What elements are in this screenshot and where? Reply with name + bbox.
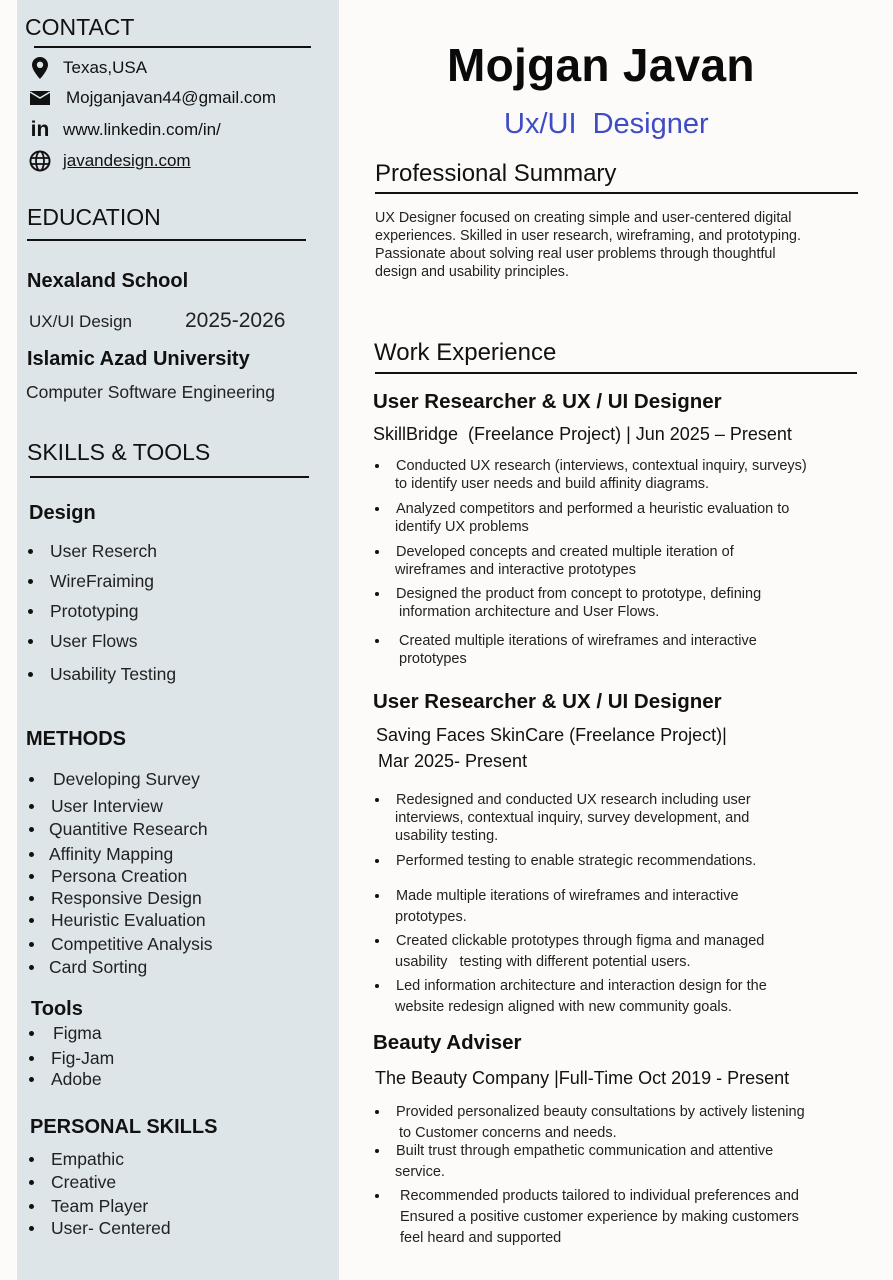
personal-skill: Empathic <box>29 1149 124 1170</box>
job-dates: Mar 2025- Present <box>378 751 528 771</box>
tool-item: Figma <box>29 1023 102 1044</box>
personal-skills-heading: PERSONAL SKILLS <box>30 1116 218 1138</box>
location-text: Texas,USA <box>63 58 148 77</box>
email-link[interactable]: Mojganjavan44@gmail.com <box>66 88 277 107</box>
candidate-role: Ux/UI Designer <box>504 108 709 140</box>
design-skill: User Reserch <box>28 541 157 562</box>
education-divider <box>27 239 306 241</box>
contact-heading: CONTACT <box>25 14 135 40</box>
method-item: Responsive Design <box>29 888 202 909</box>
school-2: Islamic Azad University <box>27 348 250 370</box>
skills-divider <box>30 476 309 478</box>
tool-item: Adobe <box>29 1069 102 1090</box>
contact-email[interactable] <box>29 87 276 109</box>
tool-item: Fig-Jam <box>29 1048 114 1069</box>
design-skill: Usability Testing <box>28 664 176 685</box>
tools-heading: Tools <box>31 998 83 1020</box>
work-heading: Work Experience <box>374 339 557 366</box>
school-1: Nexaland School <box>27 270 189 292</box>
mail-icon <box>29 87 51 109</box>
design-heading: Design <box>29 502 96 524</box>
website-link[interactable]: javandesign.com <box>63 151 191 170</box>
location-pin-icon <box>29 57 51 79</box>
methods-heading: METHODS <box>26 728 126 750</box>
job-title: User Researcher & UX / UI Designer <box>373 390 722 413</box>
method-item: User Interview <box>29 796 163 817</box>
program-2: Computer Software Engineering <box>26 382 276 402</box>
design-skill: WireFraiming <box>28 571 154 592</box>
personal-skill: Team Player <box>29 1196 148 1217</box>
linkedin-icon: in <box>30 118 50 141</box>
method-item: Quantitive Research <box>29 819 208 840</box>
job-title: Beauty Adviser <box>373 1031 522 1054</box>
summary-text: UX Designer focused on creating simple and user-centered digital experiences. Skilled in user research, wireframing, and prototyping. Passionate about solving real user problems through thoughtful design and usability principles. <box>375 210 801 280</box>
job-subtitle: The Beauty Company |Full-Time Oct 2019 - Present <box>375 1068 790 1088</box>
skills-heading: SKILLS & TOOLS <box>27 439 211 465</box>
design-skill: Prototyping <box>28 601 139 622</box>
design-skill: User Flows <box>28 631 138 652</box>
globe-icon <box>29 150 51 172</box>
method-item: Heuristic Evaluation <box>29 910 206 931</box>
method-item: Developing Survey <box>29 769 200 790</box>
contact-location <box>29 57 147 79</box>
contact-divider <box>34 46 311 48</box>
method-item: Competitive Analysis <box>29 934 212 955</box>
method-item: Card Sorting <box>29 957 147 978</box>
candidate-name: Mojgan Javan <box>447 39 755 91</box>
contact-linkedin[interactable] <box>29 119 221 141</box>
summary-divider <box>375 192 858 194</box>
years-1: 2025-2026 <box>185 309 286 332</box>
personal-skill: User- Centered <box>29 1218 171 1239</box>
job-title: User Researcher & UX / UI Designer <box>373 690 722 713</box>
method-item: Affinity Mapping <box>29 844 173 865</box>
job-subtitle: Saving Faces SkinCare (Freelance Project)| <box>376 725 727 745</box>
education-heading: EDUCATION <box>27 204 161 230</box>
method-item: Persona Creation <box>29 866 187 887</box>
work-divider <box>375 372 857 374</box>
personal-skill: Creative <box>29 1172 116 1193</box>
contact-website[interactable] <box>29 150 191 172</box>
program-1: UX/UI Design <box>29 312 132 331</box>
job-subtitle: SkillBridge (Freelance Project) | Jun 2025 – Present <box>373 424 792 444</box>
summary-heading: Professional Summary <box>375 160 617 187</box>
linkedin-link[interactable]: www.linkedin.com/in/ <box>63 120 221 139</box>
